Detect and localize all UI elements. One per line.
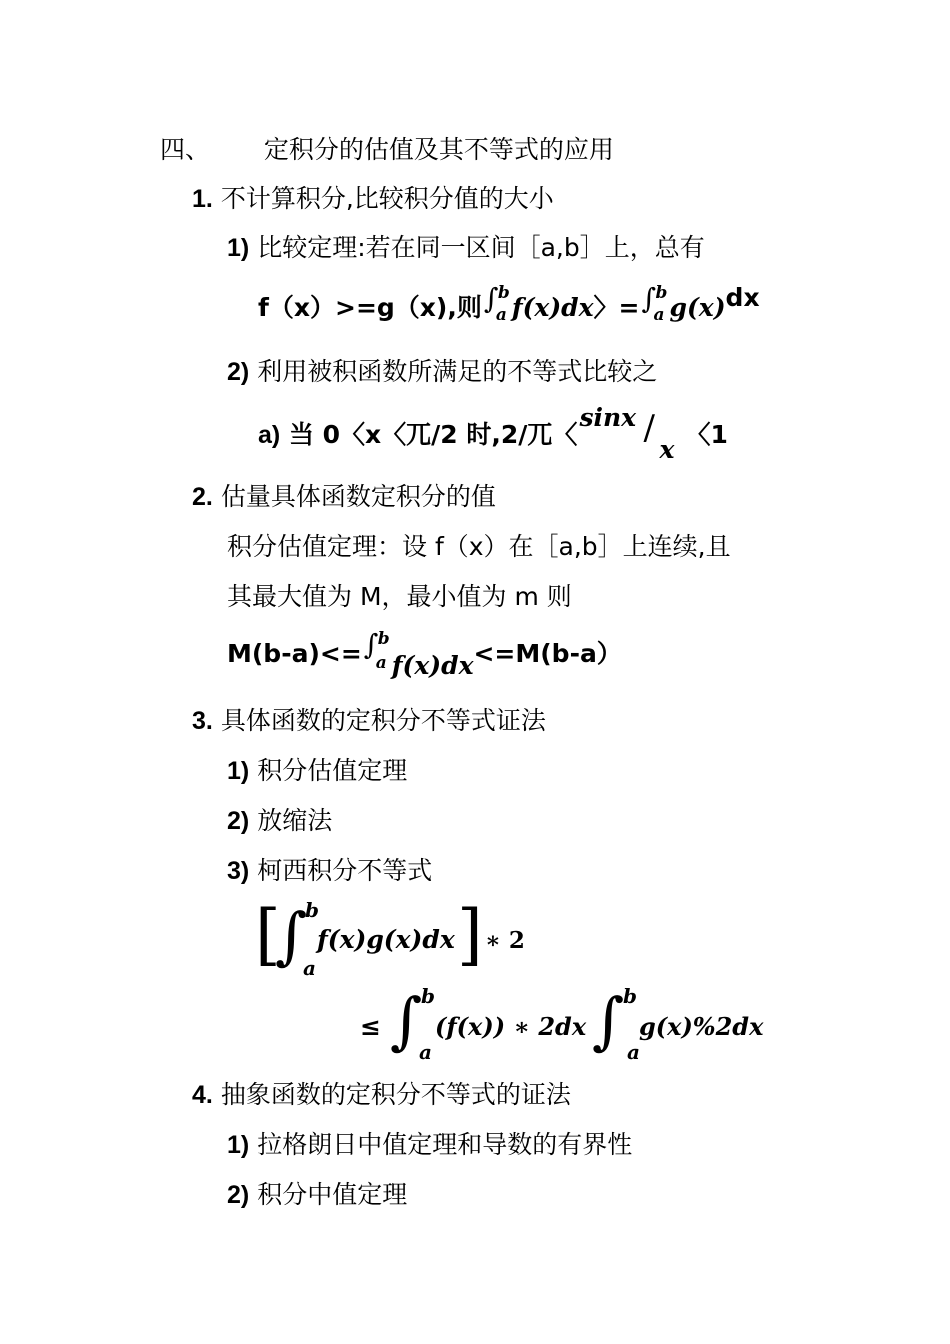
section-title: 定积分的估值及其不等式的应用 <box>263 135 614 164</box>
estimation-formula <box>227 628 622 680</box>
item-1-2 <box>227 357 657 387</box>
item-1-2-a <box>258 403 728 464</box>
integral-sign: ∫ b a <box>641 282 668 325</box>
item-2-heading <box>192 482 496 512</box>
item-title: 估量具体函数定积分的值 <box>220 482 496 511</box>
sub-number: 1) <box>227 234 250 262</box>
inequality-tail: 〈1 <box>685 420 728 449</box>
sub-number: 2) <box>227 807 250 835</box>
item-title: 具体函数的定积分不等式证法 <box>220 706 546 735</box>
sub-number: 2) <box>227 358 250 386</box>
less-equal-symbol: ≤ <box>360 1012 381 1041</box>
paragraph-text: 其最大值为 M，最小值为 m 则 <box>227 582 572 611</box>
sub-text: 柯西积分不等式 <box>257 856 433 885</box>
integral-sign: ∫ b a <box>363 628 390 673</box>
formula-prefix: M(b-a)<= <box>227 639 362 668</box>
integrand-f: f(x)dx <box>511 293 594 322</box>
integral-sign: ∫ <box>592 984 625 1057</box>
sub-number: 3) <box>227 857 250 885</box>
fraction-numerator: sinx <box>579 403 637 432</box>
formula-prefix: f（x）>=g（x),则 <box>258 293 482 322</box>
upper-limit: b <box>305 898 319 922</box>
dx-label: dx <box>725 283 760 312</box>
upper-limit: b <box>623 984 637 1008</box>
cauchy-inequality-line-2 <box>355 982 795 1062</box>
item-number: 3. <box>192 707 213 735</box>
left-bracket: [ <box>255 896 281 973</box>
item-3-heading <box>192 706 546 736</box>
upper-limit: b <box>421 984 435 1008</box>
item-number: 1. <box>192 185 213 213</box>
sub-number: a) <box>258 421 281 449</box>
integrand-f-squared: (f(x)) ∗ 2dx <box>435 1012 587 1041</box>
section-number: 四、 <box>160 135 211 164</box>
comparison-symbol: 〉= <box>593 293 640 322</box>
cauchy-inequality-line-1 <box>255 896 555 980</box>
item-1-heading <box>192 184 554 214</box>
inequality-text: 当 0〈x〈兀/2 时,2/兀〈 <box>288 420 578 449</box>
estimation-theorem-line-2 <box>227 582 572 612</box>
item-title: 抽象函数的定积分不等式的证法 <box>220 1080 571 1109</box>
integrand: f(x)dx <box>391 651 474 680</box>
integrand-g-squared: g(x)%2dx <box>639 1012 764 1041</box>
sub-number: 1) <box>227 1131 250 1159</box>
sub-text: 比较定理:若在同一区间［a,b］上，总有 <box>257 233 705 262</box>
section-heading <box>160 135 614 165</box>
sub-text: 积分估值定理 <box>257 756 408 785</box>
lower-limit: a <box>419 1040 432 1064</box>
sub-text: 拉格朗日中值定理和导数的有界性 <box>257 1130 633 1159</box>
item-title: 不计算积分,比较积分值的大小 <box>220 184 554 213</box>
integral-sign: ∫ b a <box>483 282 510 325</box>
fraction-slash: / <box>643 408 655 448</box>
integrand: f(x)g(x)dx <box>317 925 455 954</box>
power-notation: ∗ 2 <box>485 927 525 954</box>
item-number: 4. <box>192 1081 213 1109</box>
sub-text: 利用被积函数所满足的不等式比较之 <box>257 357 658 386</box>
comparison-formula <box>258 282 760 325</box>
estimation-theorem-line-1 <box>227 532 731 562</box>
integral-sign: ∫ <box>275 899 308 972</box>
sub-text: 积分中值定理 <box>257 1180 408 1209</box>
item-3-1 <box>227 756 407 786</box>
sub-text: 放缩法 <box>257 806 333 835</box>
lower-limit: a <box>303 956 316 980</box>
item-4-1 <box>227 1130 632 1160</box>
item-4-heading <box>192 1080 571 1110</box>
item-number: 2. <box>192 483 213 511</box>
item-3-3 <box>227 856 432 886</box>
formula-suffix: <=M(b-a） <box>473 639 622 668</box>
right-bracket: ] <box>457 896 483 973</box>
lower-limit: a <box>627 1040 640 1064</box>
paragraph-text: 积分估值定理：设 f（x）在［a,b］上连续,且 <box>227 532 731 561</box>
integrand-g: g(x) <box>669 293 726 322</box>
fraction-sinx-over-x <box>577 403 685 464</box>
integral-sign: ∫ <box>390 984 423 1057</box>
sub-number: 2) <box>227 1181 250 1209</box>
fraction-denominator: x <box>659 435 675 464</box>
item-3-2 <box>227 806 332 836</box>
item-1-1 <box>227 233 705 263</box>
sub-number: 1) <box>227 757 250 785</box>
item-4-2 <box>227 1180 407 1210</box>
